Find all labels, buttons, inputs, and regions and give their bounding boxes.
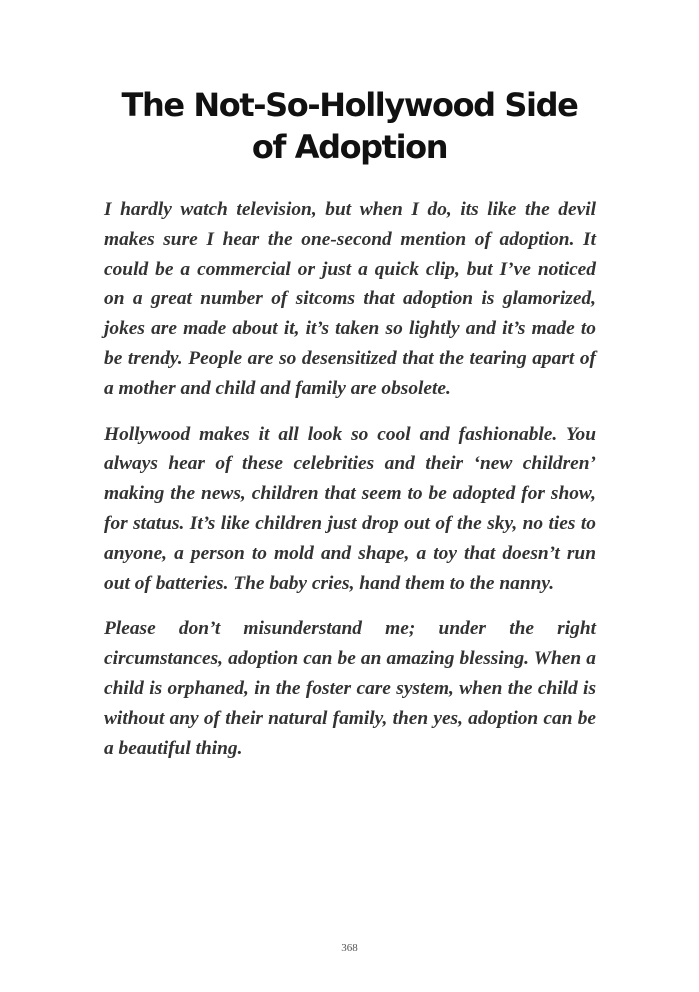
chapter-title-line-2: of Adoption: [251, 128, 448, 166]
paragraph-1: I hardly watch television, but when I do, its like the devil makes sure I hear the one-second mention of adoption. It could be a commercial or just a quick clip, but I’ve noticed on a great number of sitcoms that adoption is glamorized, jokes are made about it, it’s taken so lightly and it’s made to be trendy. People are so desensitized that the tearing apart of a mother and child and family are obsolete.: [104, 199, 596, 399]
page-number: 368: [341, 942, 358, 954]
paragraph-3: Please don’t misunderstand me; under the right circumstances, adoption can be an amazing blessing. When a child is orphaned, in the foster care system, when the child is without any of their natural family, then yes, adoption can be a beautiful thing.: [104, 618, 596, 759]
chapter-title: [90, 84, 609, 168]
body-text: [104, 195, 596, 779]
paragraph-2: Hollywood makes it all look so cool and fashionable. You always hear of these celebrities and their ‘new children’ making the news, children that seem to be adopted for show, for status. It’s like children just drop out of the sky, no ties to anyone, a person to mold and shape, a toy that doesn’t run out of batteries. The baby cries, hand them to the nanny.: [104, 423, 596, 594]
chapter-title-line-1: The Not-So-Hollywood Side: [121, 86, 578, 124]
